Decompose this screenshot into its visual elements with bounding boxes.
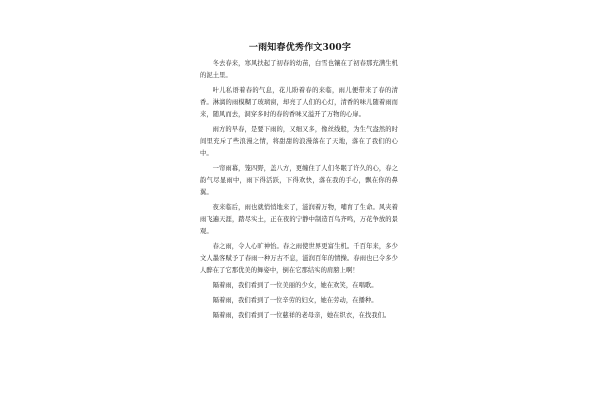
document-page: [150, 0, 450, 400]
paragraph-6: 春之雨，令人心旷神怡。春之雨使世界更富生机。千百年来，多少文人墨客赋予了春雨一种万古不息，滋润百年的情操。春雨也已令多少人醉在了它那优美的舞姿中，倒在它那结实的肩膀上啊！: [200, 243, 398, 274]
paragraph-3: 雨方的早春，是要下雨的，又细又多，像丝线般，为生气盎然的时间里充斥了些浪漫之情，将甜甜的浪漫落在了天地，落在了我们的心中。: [200, 126, 398, 157]
paragraph-9: 隔着雨，我们看到了一位慈祥的老母亲，她在织衣，在找我们。: [212, 312, 391, 319]
document-title: 一雨知春优秀作文300字: [248, 43, 352, 53]
paragraph-8: 隔着雨，我们看到了一位辛劳的妇女，她在劳动，在播种。: [212, 297, 378, 304]
paragraph-7: 隔着雨，我们看到了一位美丽的少女，她在欢笑，在唱歌。: [212, 282, 378, 289]
paragraph-2: 叶儿私语着春的气息，花儿盼着春的来临，雨儿便带来了春的清香。淋漓的雨模糊了玻璃窗，却亮了人们的心灯，清香的味儿随着雨而来，随风而去，洞穿多时的春的香味又溢开了万物的心扉。: [200, 87, 398, 118]
paragraph-1: 冬去春来，寒风扶起了初春的幼苗，白雪也镶在了初春那充满生机的泥土里。: [200, 60, 398, 79]
paragraph-5: 夜来临后，雨也就悄悄地来了，滋润着万物，哺育了生命。风夹着雨飞遍天涯，踏尽实土，正在夜的宁静中制造百鸟齐鸣，万花争放的景观。: [200, 204, 398, 235]
paragraph-4: 一帘雨幕，笼四野，盖八方，更缠住了人们冬眠了许久的心，春之韵气尽显雨中，雨下得活跃，下得欢快，落在我的手心，飘在你的鼻翼。: [200, 165, 398, 196]
